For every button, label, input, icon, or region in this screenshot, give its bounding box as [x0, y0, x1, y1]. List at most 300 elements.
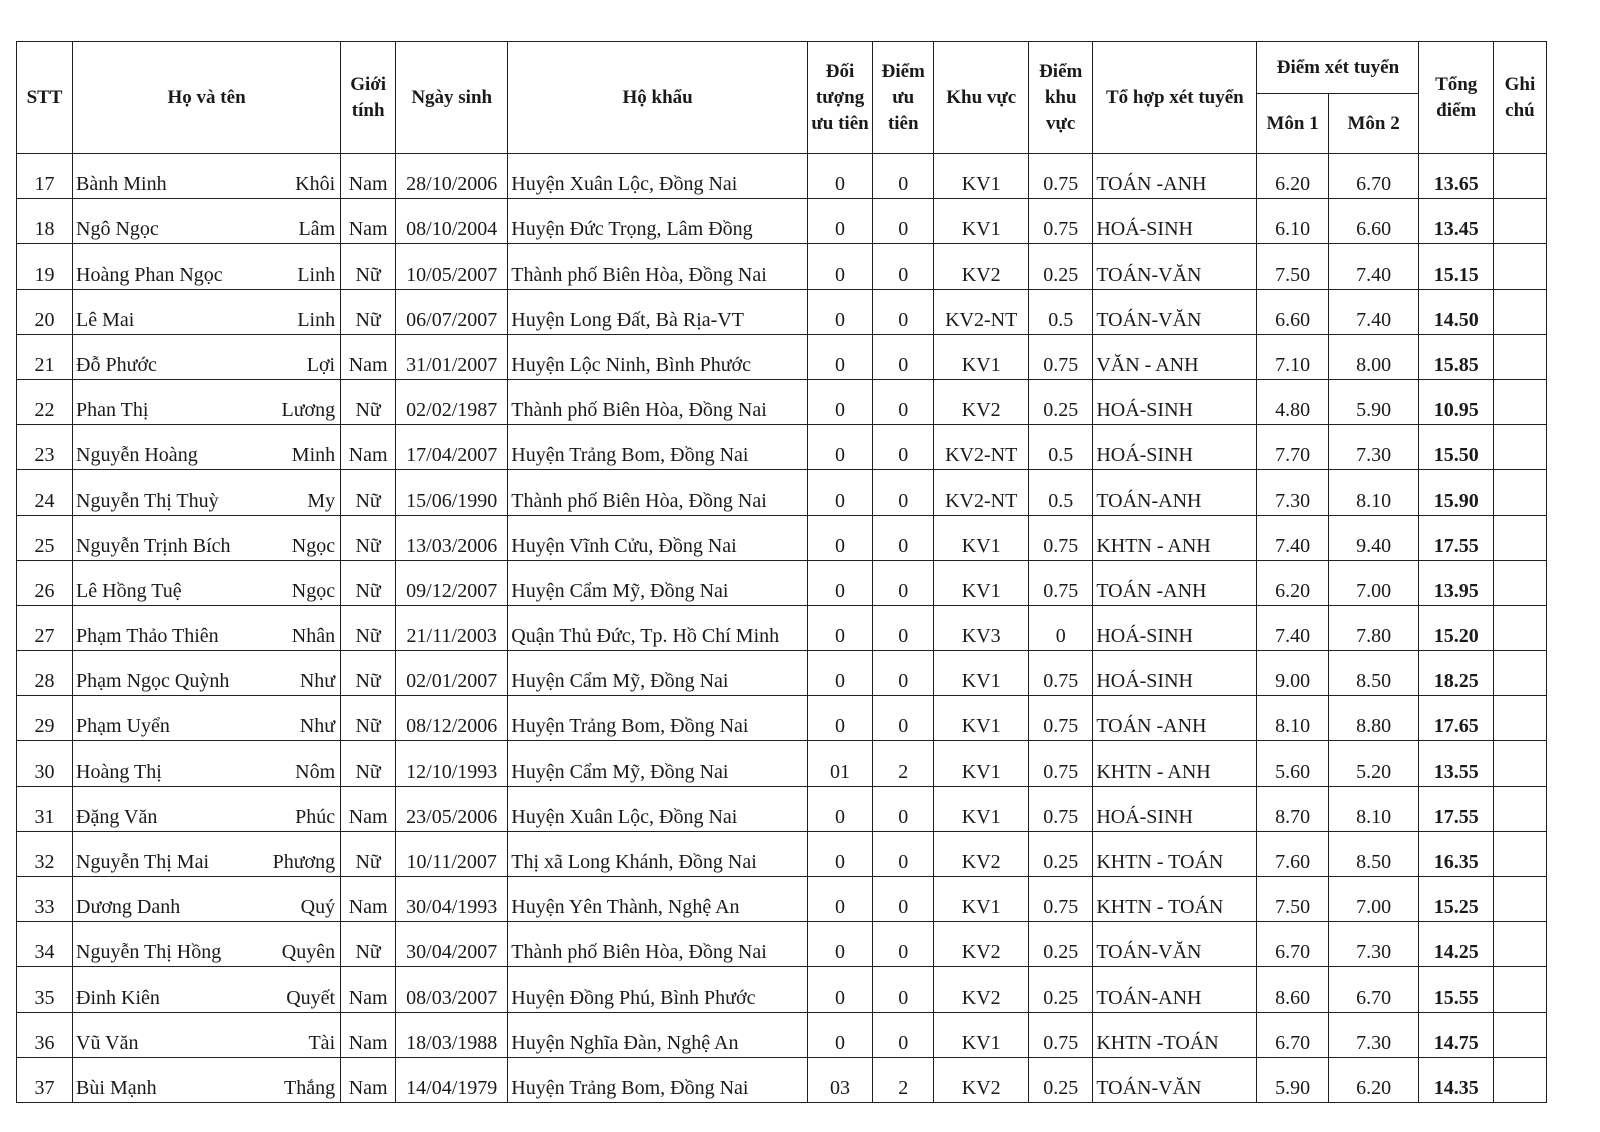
cell-ho-khau: Huyện Xuân Lộc, Đồng Nai [508, 154, 808, 199]
cell-to-hop: HOÁ-SINH [1093, 605, 1257, 650]
cell-ngay-sinh: 18/03/1988 [396, 1012, 508, 1057]
cell-ghi-chu [1493, 289, 1546, 334]
ho-dem: Đỗ Phước [76, 353, 157, 376]
cell-ho-ten [73, 696, 341, 741]
full-name [76, 806, 337, 829]
ten: Như [299, 715, 336, 738]
table-row [17, 605, 1547, 650]
cell-ngay-sinh: 14/04/1979 [396, 1057, 508, 1102]
cell-doi-tuong: 0 [807, 651, 872, 696]
header-ngay-sinh: Ngày sinh [396, 42, 508, 154]
cell-mon-1: 5.90 [1257, 1057, 1328, 1102]
cell-gioi-tinh: Nam [341, 1012, 396, 1057]
cell-mon-1: 7.30 [1257, 470, 1328, 515]
cell-ho-ten [73, 199, 341, 244]
cell-diem-uu-tien: 0 [873, 696, 934, 741]
cell-ho-ten [73, 425, 341, 470]
full-name [76, 354, 337, 377]
cell-diem-khu-vuc: 0.25 [1029, 831, 1093, 876]
cell-diem-uu-tien: 0 [873, 334, 934, 379]
ten: Ngọc [291, 579, 336, 602]
cell-tong-diem: 14.75 [1419, 1012, 1493, 1057]
cell-khu-vuc: KV1 [934, 154, 1029, 199]
cell-doi-tuong: 0 [807, 515, 872, 560]
ten: Khôi [295, 173, 336, 196]
cell-doi-tuong: 0 [807, 289, 872, 334]
ho-dem: Hoàng Phan Ngọc [76, 263, 223, 286]
cell-ngay-sinh: 09/12/2007 [396, 560, 508, 605]
cell-stt: 31 [17, 786, 73, 831]
cell-doi-tuong: 0 [807, 786, 872, 831]
table-row [17, 470, 1547, 515]
ho-dem: Lê Mai [76, 308, 135, 331]
cell-gioi-tinh: Nữ [341, 560, 396, 605]
cell-khu-vuc: KV2 [934, 831, 1029, 876]
cell-ho-ten [73, 470, 341, 515]
table-row [17, 831, 1547, 876]
cell-ghi-chu [1493, 470, 1546, 515]
cell-diem-khu-vuc: 0.75 [1029, 696, 1093, 741]
full-name [76, 535, 337, 558]
cell-mon-2: 5.20 [1328, 741, 1419, 786]
ho-dem: Phan Thị [76, 399, 149, 422]
ten: Nhân [291, 625, 336, 648]
cell-khu-vuc: KV1 [934, 696, 1029, 741]
cell-khu-vuc: KV1 [934, 560, 1029, 605]
cell-doi-tuong: 0 [807, 470, 872, 515]
cell-stt: 21 [17, 334, 73, 379]
table-row [17, 515, 1547, 560]
cell-diem-khu-vuc: 0.75 [1029, 334, 1093, 379]
full-name [76, 715, 337, 738]
cell-mon-1: 6.60 [1257, 289, 1328, 334]
cell-mon-1: 8.10 [1257, 696, 1328, 741]
cell-gioi-tinh: Nam [341, 334, 396, 379]
cell-mon-2: 6.70 [1328, 154, 1419, 199]
full-name [76, 173, 337, 196]
ten: Lâm [298, 218, 336, 241]
cell-stt: 32 [17, 831, 73, 876]
cell-diem-khu-vuc: 0.25 [1029, 967, 1093, 1012]
cell-ghi-chu [1493, 741, 1546, 786]
cell-mon-1: 6.20 [1257, 560, 1328, 605]
cell-ho-khau: Quận Thủ Đức, Tp. Hồ Chí Minh [508, 605, 808, 650]
ho-dem: Bành Minh [76, 173, 167, 196]
cell-ngay-sinh: 17/04/2007 [396, 425, 508, 470]
cell-khu-vuc: KV2-NT [934, 425, 1029, 470]
cell-mon-1: 7.40 [1257, 605, 1328, 650]
cell-stt: 24 [17, 470, 73, 515]
cell-ho-khau: Huyện Trảng Bom, Đồng Nai [508, 696, 808, 741]
cell-stt: 34 [17, 922, 73, 967]
cell-khu-vuc: KV1 [934, 199, 1029, 244]
cell-doi-tuong: 0 [807, 199, 872, 244]
cell-diem-uu-tien: 0 [873, 470, 934, 515]
cell-ho-ten [73, 515, 341, 560]
cell-ho-ten [73, 379, 341, 424]
cell-ghi-chu [1493, 922, 1546, 967]
cell-diem-khu-vuc: 0.5 [1029, 470, 1093, 515]
cell-diem-uu-tien: 0 [873, 199, 934, 244]
cell-gioi-tinh: Nam [341, 786, 396, 831]
cell-diem-khu-vuc: 0.75 [1029, 154, 1093, 199]
cell-ho-ten [73, 741, 341, 786]
cell-ho-ten [73, 244, 341, 289]
cell-ghi-chu [1493, 379, 1546, 424]
cell-ho-ten [73, 605, 341, 650]
cell-ghi-chu [1493, 1012, 1546, 1057]
table-row [17, 379, 1547, 424]
header-mon-2: Môn 2 [1328, 94, 1419, 154]
cell-gioi-tinh: Nữ [341, 470, 396, 515]
cell-mon-1: 7.50 [1257, 244, 1328, 289]
cell-doi-tuong: 0 [807, 605, 872, 650]
cell-ho-khau: Huyện Vĩnh Cửu, Đồng Nai [508, 515, 808, 560]
table-row [17, 786, 1547, 831]
cell-ho-ten [73, 154, 341, 199]
cell-stt: 23 [17, 425, 73, 470]
cell-to-hop: TOÁN-VĂN [1093, 244, 1257, 289]
cell-diem-khu-vuc: 0 [1029, 605, 1093, 650]
ten: Lợi [306, 353, 336, 376]
cell-khu-vuc: KV1 [934, 786, 1029, 831]
cell-mon-1: 7.60 [1257, 831, 1328, 876]
cell-to-hop: TOÁN-VĂN [1093, 922, 1257, 967]
ho-dem: Dương Danh [76, 896, 181, 919]
cell-khu-vuc: KV1 [934, 651, 1029, 696]
cell-ngay-sinh: 31/01/2007 [396, 334, 508, 379]
cell-diem-khu-vuc: 0.75 [1029, 741, 1093, 786]
admission-score-table [16, 41, 1547, 1103]
cell-ho-khau: Huyện Cẩm Mỹ, Đồng Nai [508, 741, 808, 786]
table-row [17, 741, 1547, 786]
header-mon-1: Môn 1 [1257, 94, 1328, 154]
cell-khu-vuc: KV1 [934, 515, 1029, 560]
cell-mon-1: 8.60 [1257, 967, 1328, 1012]
cell-ghi-chu [1493, 515, 1546, 560]
full-name [76, 625, 337, 648]
ho-dem: Hoàng Thị [76, 760, 162, 783]
full-name [76, 444, 337, 467]
cell-gioi-tinh: Nữ [341, 605, 396, 650]
cell-tong-diem: 15.15 [1419, 244, 1493, 289]
full-name [76, 670, 337, 693]
full-name [76, 987, 337, 1010]
cell-tong-diem: 17.65 [1419, 696, 1493, 741]
cell-mon-1: 5.60 [1257, 741, 1328, 786]
cell-khu-vuc: KV2 [934, 967, 1029, 1012]
cell-mon-1: 6.70 [1257, 1012, 1328, 1057]
header-khu-vuc: Khu vực [934, 42, 1029, 154]
table-row [17, 877, 1547, 922]
cell-mon-1: 9.00 [1257, 651, 1328, 696]
cell-ho-khau: Huyện Trảng Bom, Đồng Nai [508, 425, 808, 470]
table-row [17, 696, 1547, 741]
table-row [17, 199, 1547, 244]
ten: Lương [281, 399, 336, 422]
full-name [76, 218, 337, 241]
cell-ho-ten [73, 922, 341, 967]
cell-diem-uu-tien: 0 [873, 877, 934, 922]
cell-ngay-sinh: 08/03/2007 [396, 967, 508, 1012]
cell-khu-vuc: KV1 [934, 877, 1029, 922]
cell-tong-diem: 13.55 [1419, 741, 1493, 786]
cell-diem-khu-vuc: 0.25 [1029, 1057, 1093, 1102]
cell-mon-1: 6.20 [1257, 154, 1328, 199]
cell-gioi-tinh: Nam [341, 1057, 396, 1102]
cell-ho-khau: Thành phố Biên Hòa, Đồng Nai [508, 922, 808, 967]
cell-ho-ten [73, 651, 341, 696]
cell-diem-uu-tien: 0 [873, 515, 934, 560]
cell-ghi-chu [1493, 154, 1546, 199]
cell-doi-tuong: 01 [807, 741, 872, 786]
cell-tong-diem: 17.55 [1419, 515, 1493, 560]
header-stt: STT [17, 42, 73, 154]
cell-diem-uu-tien: 0 [873, 1012, 934, 1057]
cell-gioi-tinh: Nữ [341, 651, 396, 696]
cell-khu-vuc: KV2 [934, 379, 1029, 424]
cell-mon-1: 6.70 [1257, 922, 1328, 967]
cell-stt: 17 [17, 154, 73, 199]
ten: Linh [297, 308, 336, 331]
cell-ho-khau: Thị xã Long Khánh, Đồng Nai [508, 831, 808, 876]
ho-dem: Phạm Thảo Thiên [76, 625, 219, 648]
cell-doi-tuong: 0 [807, 877, 872, 922]
cell-mon-1: 7.40 [1257, 515, 1328, 560]
cell-doi-tuong: 0 [807, 244, 872, 289]
cell-ho-khau: Huyện Cẩm Mỹ, Đồng Nai [508, 560, 808, 605]
cell-ghi-chu [1493, 786, 1546, 831]
cell-diem-uu-tien: 0 [873, 786, 934, 831]
cell-gioi-tinh: Nữ [341, 289, 396, 334]
cell-ngay-sinh: 30/04/2007 [396, 922, 508, 967]
cell-khu-vuc: KV2 [934, 1057, 1029, 1102]
header-ghi-chu: Ghi chú [1493, 42, 1546, 154]
table-row [17, 334, 1547, 379]
cell-mon-2: 7.30 [1328, 922, 1419, 967]
cell-mon-2: 8.80 [1328, 696, 1419, 741]
cell-ngay-sinh: 02/01/2007 [396, 651, 508, 696]
table-row [17, 922, 1547, 967]
ho-dem: Ngô Ngọc [76, 218, 159, 241]
cell-diem-khu-vuc: 0.75 [1029, 651, 1093, 696]
cell-mon-2: 5.90 [1328, 379, 1419, 424]
full-name [76, 896, 337, 919]
cell-diem-khu-vuc: 0.75 [1029, 877, 1093, 922]
cell-ngay-sinh: 10/11/2007 [396, 831, 508, 876]
cell-ho-khau: Thành phố Biên Hòa, Đồng Nai [508, 379, 808, 424]
cell-khu-vuc: KV2-NT [934, 470, 1029, 515]
cell-diem-uu-tien: 0 [873, 379, 934, 424]
cell-diem-uu-tien: 0 [873, 605, 934, 650]
cell-ghi-chu [1493, 967, 1546, 1012]
cell-diem-uu-tien: 0 [873, 560, 934, 605]
ten: Quyết [286, 986, 336, 1009]
cell-tong-diem: 15.55 [1419, 967, 1493, 1012]
cell-diem-khu-vuc: 0.75 [1029, 560, 1093, 605]
cell-tong-diem: 15.85 [1419, 334, 1493, 379]
table-header [17, 42, 1547, 154]
cell-stt: 33 [17, 877, 73, 922]
cell-gioi-tinh: Nữ [341, 922, 396, 967]
cell-doi-tuong: 0 [807, 922, 872, 967]
full-name [76, 264, 337, 287]
cell-gioi-tinh: Nam [341, 877, 396, 922]
cell-diem-khu-vuc: 0.25 [1029, 922, 1093, 967]
header-to-hop: Tổ hợp xét tuyển [1093, 42, 1257, 154]
cell-to-hop: TOÁN-ANH [1093, 967, 1257, 1012]
cell-mon-2: 6.70 [1328, 967, 1419, 1012]
cell-stt: 26 [17, 560, 73, 605]
cell-ngay-sinh: 21/11/2003 [396, 605, 508, 650]
cell-ngay-sinh: 13/03/2006 [396, 515, 508, 560]
cell-ngay-sinh: 08/12/2006 [396, 696, 508, 741]
table-row [17, 1057, 1547, 1102]
full-name [76, 761, 337, 784]
cell-gioi-tinh: Nữ [341, 696, 396, 741]
cell-ngay-sinh: 12/10/1993 [396, 741, 508, 786]
cell-diem-khu-vuc: 0.5 [1029, 425, 1093, 470]
cell-doi-tuong: 0 [807, 967, 872, 1012]
table-row [17, 651, 1547, 696]
full-name [76, 490, 337, 513]
cell-to-hop: KHTN - ANH [1093, 741, 1257, 786]
cell-mon-2: 8.10 [1328, 786, 1419, 831]
cell-ho-khau: Huyện Trảng Bom, Đồng Nai [508, 1057, 808, 1102]
ho-dem: Đặng Văn [76, 805, 158, 828]
cell-mon-2: 7.30 [1328, 1012, 1419, 1057]
cell-mon-1: 7.50 [1257, 877, 1328, 922]
cell-diem-uu-tien: 0 [873, 967, 934, 1012]
cell-diem-uu-tien: 0 [873, 831, 934, 876]
table-row [17, 967, 1547, 1012]
cell-khu-vuc: KV1 [934, 741, 1029, 786]
full-name [76, 851, 337, 874]
cell-tong-diem: 16.35 [1419, 831, 1493, 876]
cell-ho-ten [73, 560, 341, 605]
cell-to-hop: TOÁN -ANH [1093, 560, 1257, 605]
table-row [17, 1012, 1547, 1057]
cell-to-hop: TOÁN-ANH [1093, 470, 1257, 515]
cell-ngay-sinh: 23/05/2006 [396, 786, 508, 831]
cell-ngay-sinh: 30/04/1993 [396, 877, 508, 922]
cell-mon-2: 6.20 [1328, 1057, 1419, 1102]
header-doi-tuong: Đối tượng ưu tiên [807, 42, 872, 154]
cell-diem-uu-tien: 0 [873, 651, 934, 696]
cell-diem-uu-tien: 0 [873, 244, 934, 289]
table-row [17, 560, 1547, 605]
cell-ngay-sinh: 10/05/2007 [396, 244, 508, 289]
header-diem-khu-vuc: Điểm khu vực [1029, 42, 1093, 154]
cell-ho-khau: Huyện Đức Trọng, Lâm Đồng [508, 199, 808, 244]
cell-ho-khau: Huyện Cẩm Mỹ, Đồng Nai [508, 651, 808, 696]
cell-tong-diem: 14.50 [1419, 289, 1493, 334]
cell-mon-2: 8.50 [1328, 831, 1419, 876]
cell-stt: 18 [17, 199, 73, 244]
cell-tong-diem: 15.50 [1419, 425, 1493, 470]
cell-to-hop: HOÁ-SINH [1093, 786, 1257, 831]
cell-diem-khu-vuc: 0.25 [1029, 244, 1093, 289]
cell-diem-khu-vuc: 0.25 [1029, 379, 1093, 424]
cell-tong-diem: 13.95 [1419, 560, 1493, 605]
cell-stt: 28 [17, 651, 73, 696]
cell-ngay-sinh: 02/02/1987 [396, 379, 508, 424]
cell-mon-2: 6.60 [1328, 199, 1419, 244]
cell-ghi-chu [1493, 877, 1546, 922]
cell-to-hop: TOÁN-VĂN [1093, 1057, 1257, 1102]
cell-diem-khu-vuc: 0.75 [1029, 1012, 1093, 1057]
ho-dem: Nguyễn Trịnh Bích [76, 534, 231, 557]
cell-mon-1: 7.10 [1257, 334, 1328, 379]
cell-mon-1: 6.10 [1257, 199, 1328, 244]
cell-gioi-tinh: Nữ [341, 831, 396, 876]
cell-to-hop: HOÁ-SINH [1093, 425, 1257, 470]
cell-tong-diem: 15.20 [1419, 605, 1493, 650]
ten: Quý [300, 896, 336, 919]
cell-ghi-chu [1493, 244, 1546, 289]
cell-stt: 35 [17, 967, 73, 1012]
cell-ho-khau: Huyện Nghĩa Đàn, Nghệ An [508, 1012, 808, 1057]
ten: Ngọc [291, 534, 336, 557]
ho-dem: Phạm Uyển [76, 715, 170, 738]
ten: Như [299, 670, 336, 693]
cell-to-hop: KHTN - ANH [1093, 515, 1257, 560]
cell-to-hop: KHTN -TOÁN [1093, 1012, 1257, 1057]
header-gioi-tinh: Giới tính [341, 42, 396, 154]
ten: My [307, 489, 336, 512]
cell-mon-2: 7.00 [1328, 560, 1419, 605]
header-ho-ten: Họ và tên [73, 42, 341, 154]
cell-ngay-sinh: 08/10/2004 [396, 199, 508, 244]
ho-dem: Nguyễn Hoàng [76, 444, 198, 467]
cell-ghi-chu [1493, 605, 1546, 650]
cell-ho-khau: Huyện Đồng Phú, Bình Phước [508, 967, 808, 1012]
cell-ghi-chu [1493, 425, 1546, 470]
cell-khu-vuc: KV1 [934, 1012, 1029, 1057]
cell-mon-1: 7.70 [1257, 425, 1328, 470]
cell-gioi-tinh: Nam [341, 425, 396, 470]
cell-stt: 27 [17, 605, 73, 650]
cell-to-hop: HOÁ-SINH [1093, 651, 1257, 696]
cell-khu-vuc: KV1 [934, 334, 1029, 379]
ten: Minh [291, 444, 336, 467]
cell-gioi-tinh: Nữ [341, 244, 396, 289]
cell-diem-uu-tien: 0 [873, 425, 934, 470]
cell-tong-diem: 14.35 [1419, 1057, 1493, 1102]
cell-gioi-tinh: Nam [341, 967, 396, 1012]
cell-tong-diem: 14.25 [1419, 922, 1493, 967]
cell-mon-1: 8.70 [1257, 786, 1328, 831]
cell-to-hop: KHTN - TOÁN [1093, 831, 1257, 876]
cell-gioi-tinh: Nam [341, 154, 396, 199]
table-row [17, 244, 1547, 289]
cell-ghi-chu [1493, 696, 1546, 741]
cell-diem-khu-vuc: 0.75 [1029, 786, 1093, 831]
cell-ghi-chu [1493, 1057, 1546, 1102]
ho-dem: Bùi Mạnh [76, 1076, 157, 1099]
ten: Tài [308, 1031, 336, 1054]
cell-to-hop: HOÁ-SINH [1093, 379, 1257, 424]
cell-doi-tuong: 0 [807, 696, 872, 741]
cell-doi-tuong: 0 [807, 154, 872, 199]
cell-ho-khau: Huyện Long Đất, Bà Rịa-VT [508, 289, 808, 334]
cell-ngay-sinh: 06/07/2007 [396, 289, 508, 334]
ho-dem: Nguyễn Thị Hồng [76, 941, 222, 964]
cell-diem-uu-tien: 2 [873, 1057, 934, 1102]
cell-gioi-tinh: Nam [341, 199, 396, 244]
cell-ho-khau: Thành phố Biên Hòa, Đồng Nai [508, 244, 808, 289]
cell-ho-ten [73, 289, 341, 334]
